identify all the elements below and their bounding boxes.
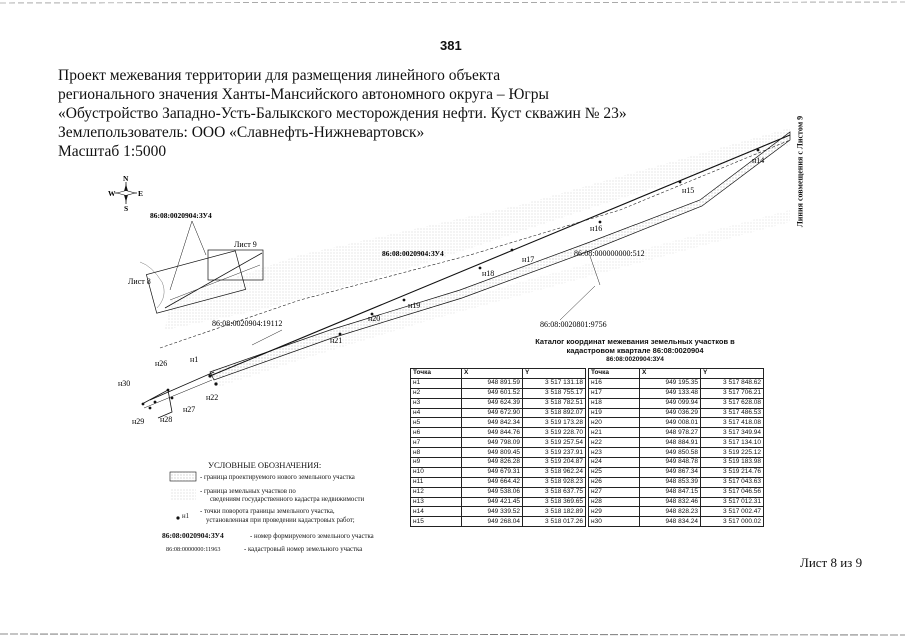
cell-y: 3 517 043.63 [701, 477, 764, 487]
leader-cadastral-9756 [560, 286, 595, 320]
title-line-2: регионального значения Ханты-Мансийского автономного округа – Югры [58, 86, 549, 103]
label-parcel-center: 86:08:0020904:ЗУ4 [382, 249, 444, 258]
cell-point: н5 [411, 418, 462, 428]
cell-y: 3 517 000.02 [701, 517, 764, 527]
cell-point: н12 [411, 487, 462, 497]
cell-point: н20 [589, 418, 640, 428]
cell-x: 949 798.09 [462, 438, 523, 448]
title-line-1: Проект межевания территории для размещения линейного объекта [58, 67, 501, 84]
cell-point: н24 [589, 458, 640, 468]
cell-point: н18 [589, 398, 640, 408]
catalog-title: Каталог координат межевания земельных участков в кадастровом квартале 86:08:0020904 [535, 337, 735, 355]
cell-point: н13 [411, 497, 462, 507]
cell-point: н21 [589, 428, 640, 438]
table-row [589, 398, 764, 408]
table-header-row [411, 369, 586, 379]
table-row [411, 497, 586, 507]
legend-cadastral-code: 86:08:0000000:11963 [166, 546, 221, 553]
cell-x: 949 624.39 [462, 398, 523, 408]
cell-point: н7 [411, 438, 462, 448]
label-point-n30: н30 [118, 379, 131, 388]
label-point-n15: н15 [682, 186, 695, 195]
cell-x: 949 601.52 [462, 388, 523, 398]
label-point-n21: н21 [330, 336, 343, 345]
cell-point: н28 [589, 497, 640, 507]
label-point-n28: н28 [160, 415, 173, 424]
cell-y: 3 518 755.17 [523, 388, 586, 398]
cell-x: 949 850.58 [640, 448, 701, 458]
compass-n-label: N [123, 174, 129, 183]
table-row [411, 408, 586, 418]
leader-cadastral-19112 [252, 330, 282, 345]
cell-x: 949 842.34 [462, 418, 523, 428]
cell-x: 948 853.39 [640, 477, 701, 487]
cell-point: н25 [589, 467, 640, 477]
legend-point-symbol: н1 [182, 513, 190, 520]
cell-x: 949 672.90 [462, 408, 523, 418]
cell-y: 3 518 182.89 [523, 507, 586, 517]
cell-y: 3 517 418.08 [701, 418, 764, 428]
cell-y: 3 519 173.28 [523, 418, 586, 428]
table-row [411, 458, 586, 468]
legend-item-cadastral-a: - граница земельных участков по [200, 488, 296, 495]
label-sheet9: Лист 9 [234, 240, 257, 249]
table-row [589, 467, 764, 477]
cell-point: н26 [589, 477, 640, 487]
table-row [411, 487, 586, 497]
legend-item-points-a: - точки поворота границы земельного участка, [200, 508, 335, 515]
cell-x: 948 891.59 [462, 378, 523, 388]
cell-point: н1 [411, 378, 462, 388]
col-y: Y [523, 369, 586, 379]
cell-x: 949 848.78 [640, 458, 701, 468]
cell-y: 3 519 204.87 [523, 458, 586, 468]
land-user-line: Землепользователь: ООО «Славнефть-Нижневартовск» [58, 124, 425, 141]
cell-y: 3 517 486.53 [701, 408, 764, 418]
label-point-n17: н17 [522, 255, 535, 264]
cell-y: 3 519 228.70 [523, 428, 586, 438]
label-point-n20: н20 [368, 314, 381, 323]
table-row [589, 497, 764, 507]
cell-x: 949 036.29 [640, 408, 701, 418]
table-row [411, 388, 586, 398]
table-row [589, 458, 764, 468]
table-row [411, 467, 586, 477]
cell-point: н3 [411, 398, 462, 408]
table-row [411, 428, 586, 438]
title-line-3: «Обустройство Западно-Усть-Балыкского месторождения нефти. Куст скважин № 23» [58, 105, 627, 122]
table-row [411, 507, 586, 517]
table-row [589, 477, 764, 487]
cell-y: 3 519 225.12 [701, 448, 764, 458]
coordinates-table-left [410, 368, 586, 527]
cell-point: н23 [589, 448, 640, 458]
cell-y: 3 519 214.76 [701, 467, 764, 477]
table-row [589, 438, 764, 448]
spur-axis-2 [144, 380, 212, 408]
label-point-n22: н22 [206, 393, 219, 402]
cell-x: 948 884.91 [640, 438, 701, 448]
cell-y: 3 518 637.75 [523, 487, 586, 497]
cell-y: 3 518 369.65 [523, 497, 586, 507]
legend-title: УСЛОВНЫЕ ОБОЗНАЧЕНИЯ: [208, 460, 322, 470]
table-row [411, 438, 586, 448]
cell-y: 3 517 046.56 [701, 487, 764, 497]
cell-point: н14 [411, 507, 462, 517]
cell-point: н27 [589, 487, 640, 497]
cell-point: н30 [589, 517, 640, 527]
compass-e-label: E [138, 189, 144, 198]
legend-item-points-b: установленная при проведении кадастровых работ; [206, 517, 355, 524]
cell-y: 3 518 017.26 [523, 517, 586, 527]
cell-x: 948 978.27 [640, 428, 701, 438]
cell-point: н6 [411, 428, 462, 438]
scan-bottom-edge [0, 634, 905, 635]
page-number: 381 [440, 38, 462, 53]
table-row [589, 487, 764, 497]
sheet-footer: Лист 8 из 9 [800, 555, 863, 570]
cell-x: 949 421.45 [462, 497, 523, 507]
cell-y: 3 518 928.23 [523, 477, 586, 487]
cell-point: н22 [589, 438, 640, 448]
table-row [411, 448, 586, 458]
table-header-row [589, 369, 764, 379]
label-sheet8: Лист 8 [128, 277, 151, 286]
legend-item-parcel-number: - номер формируемого земельного участка [250, 533, 374, 540]
table-row [589, 418, 764, 428]
cell-x: 949 339.52 [462, 507, 523, 517]
cell-point: н4 [411, 408, 462, 418]
cell-x: 949 679.31 [462, 467, 523, 477]
spur-axis [150, 372, 214, 400]
cell-x: 949 826.28 [462, 458, 523, 468]
cell-x: 949 809.45 [462, 448, 523, 458]
cell-y: 3 517 628.08 [701, 398, 764, 408]
cell-y: 3 517 012.31 [701, 497, 764, 507]
cell-y: 3 518 782.51 [523, 398, 586, 408]
table-row [411, 477, 586, 487]
cell-y: 3 517 706.21 [701, 388, 764, 398]
col-y: Y [701, 369, 764, 379]
cell-y: 3 517 349.94 [701, 428, 764, 438]
cell-x: 949 844.76 [462, 428, 523, 438]
cell-x: 949 195.35 [640, 378, 701, 388]
compass-rose-icon [115, 182, 137, 204]
spur-boundary [142, 390, 172, 418]
col-x: X [462, 369, 523, 379]
cell-y: 3 519 257.54 [523, 438, 586, 448]
cell-x: 949 133.48 [640, 388, 701, 398]
table-row [589, 388, 764, 398]
leader-parcel-top-left-2 [170, 221, 192, 290]
cell-y: 3 517 134.10 [701, 438, 764, 448]
table-row [589, 517, 764, 527]
coordinates-table-right [588, 368, 764, 527]
table-row [589, 408, 764, 418]
cell-point: н17 [589, 388, 640, 398]
cell-x: 948 832.46 [640, 497, 701, 507]
table-row [411, 517, 586, 527]
scale-line: Масштаб 1:5000 [58, 143, 167, 160]
table-row [589, 428, 764, 438]
table-row [411, 398, 586, 408]
legend-item-project-boundary: - граница проектируемого нового земельного участка [200, 474, 355, 481]
label-cadastral-9756: 86:08:0020801:9756 [540, 320, 607, 329]
cell-y: 3 517 848.62 [701, 378, 764, 388]
cell-y: 3 517 131.18 [523, 378, 586, 388]
cell-point: н19 [589, 408, 640, 418]
label-point-n26: н26 [155, 359, 168, 368]
label-point-n14: н14 [752, 156, 765, 165]
table-row [589, 378, 764, 388]
cell-point: н16 [589, 378, 640, 388]
label-parcel-top-left: 86:08:0020904:ЗУ4 [150, 211, 212, 220]
leader-parcel-top-left [192, 221, 206, 255]
cell-y: 3 517 002.47 [701, 507, 764, 517]
legend-parcel-code: 86:08:0020904:ЗУ4 [162, 531, 224, 540]
legend-item-cadastral-b: сведениям государственного кадастра недвижимости [210, 496, 365, 503]
cell-point: н2 [411, 388, 462, 398]
col-x: X [640, 369, 701, 379]
cell-x: 949 867.34 [640, 467, 701, 477]
table-row [411, 378, 586, 388]
compass-s-label: S [124, 204, 129, 213]
legend-swatch-project-boundary [170, 472, 196, 481]
label-point-n27: н27 [183, 405, 196, 414]
legend-item-cadastral-number: - кадастровый номер земельного участка [244, 546, 363, 553]
cell-y: 3 518 892.07 [523, 408, 586, 418]
cell-point: н29 [589, 507, 640, 517]
cell-y: 3 519 237.91 [523, 448, 586, 458]
label-point-n19: н19 [408, 301, 421, 310]
label-point-n1: н1 [190, 355, 199, 364]
cell-x: 949 538.06 [462, 487, 523, 497]
label-point-n18: н18 [482, 269, 495, 278]
col-point: Точка [589, 369, 640, 379]
compass-w-label: W [108, 189, 116, 198]
table-row [589, 448, 764, 458]
cell-point: н15 [411, 517, 462, 527]
cell-point: н11 [411, 477, 462, 487]
cell-point: н10 [411, 467, 462, 477]
cell-x: 948 828.23 [640, 507, 701, 517]
col-point: Точка [411, 369, 462, 379]
cell-point: н8 [411, 448, 462, 458]
cell-x: 949 268.04 [462, 517, 523, 527]
cell-x: 948 847.15 [640, 487, 701, 497]
legend-point-icon [176, 516, 179, 519]
legend-swatch-cadastral [170, 488, 196, 500]
cell-x: 949 099.94 [640, 398, 701, 408]
cell-x: 948 834.24 [640, 517, 701, 527]
label-cadastral-512: 86:08:000000000:512 [574, 249, 645, 258]
cell-y: 3 519 183.98 [701, 458, 764, 468]
label-point-n16: н16 [590, 224, 603, 233]
catalog-subtitle: 86:08:0020904:ЗУ4 [606, 356, 664, 363]
table-row [589, 507, 764, 517]
match-line-text: Линия совмещения с Листом 9 [795, 115, 805, 228]
scan-top-edge [0, 2, 905, 3]
label-cadastral-19112: 86:08:0020904:19112 [212, 319, 283, 328]
cell-x: 949 008.01 [640, 418, 701, 428]
cell-x: 949 664.42 [462, 477, 523, 487]
cell-point: н9 [411, 458, 462, 468]
cell-y: 3 518 962.24 [523, 467, 586, 477]
table-row [411, 418, 586, 428]
label-point-n29: н29 [132, 417, 145, 426]
